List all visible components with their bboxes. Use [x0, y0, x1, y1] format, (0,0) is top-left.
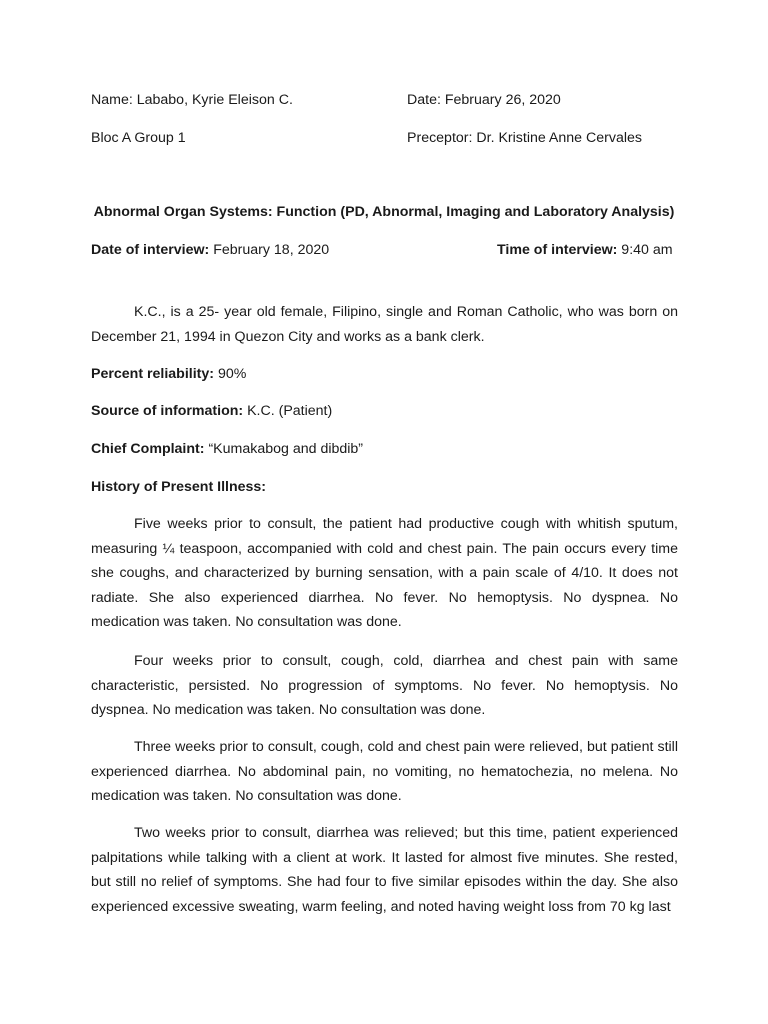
- hpi-paragraph: Three weeks prior to consult, cough, cold and chest pain were relieved, but patient still experienced diarrhea. No abdominal pain, no vomiting, no hematochezia, no melena. No medication was taken. No consultation was done.: [91, 739, 678, 805]
- complaint-label: Chief Complaint:: [91, 441, 205, 457]
- header-row-1: [91, 92, 691, 108]
- hpi-paragraph-4-block: [91, 821, 678, 919]
- interview-date-value: February 18, 2020: [209, 242, 330, 258]
- reliability-value: 90%: [214, 366, 247, 382]
- reliability-label: Percent reliability:: [91, 366, 215, 382]
- preceptor-label: Preceptor: Dr. Kristine Anne Cervales: [407, 130, 642, 146]
- interview-time-label: Time of interview:: [497, 242, 618, 258]
- source-field: [91, 403, 332, 419]
- complaint-field: [91, 441, 363, 457]
- interview-date: [91, 242, 329, 258]
- source-label: Source of information:: [91, 403, 244, 419]
- document-title: Abnormal Organ Systems: Function (PD, Abnormal, Imaging and Laboratory Analysis): [93, 204, 675, 220]
- source-value: K.C. (Patient): [243, 403, 333, 419]
- hpi-label: History of Present Illness:: [91, 479, 267, 495]
- hpi-paragraph: Five weeks prior to consult, the patient had productive cough with whitish sputum, measuring ¼ teaspoon, accompanied with cold and chest pain. The pain occurs every time she coughs, and characterized by burning sensation, with a pain scale of 4/10. It does not radiate. She also experienced diarrhea. No fever. No hemoptysis. No dyspnea. No medication was taken. No consultation was done.: [91, 516, 678, 631]
- reliability-field: [91, 366, 246, 382]
- interview-info: [91, 242, 691, 258]
- interview-date-label: Date of interview:: [91, 242, 210, 258]
- report-date: Date: February 26, 2020: [407, 92, 561, 108]
- hpi-paragraph: Two weeks prior to consult, diarrhea was relieved; but this time, patient experienced palpitations while talking with a client at work. It lasted for almost five minutes. She rested, but still no relief of symptoms. She had four to five similar episodes within the day. She also experienced excessive sweating, warm feeling, and noted having weight loss from 70 kg last: [91, 825, 678, 915]
- hpi-paragraph-2-block: [91, 649, 678, 723]
- group-label: Bloc A Group 1: [91, 130, 186, 146]
- hpi-paragraph-1-block: [91, 512, 678, 635]
- hpi-paragraph: Four weeks prior to consult, cough, cold, diarrhea and chest pain with same characteristic, persisted. No progression of symptoms. No fever. No hemoptysis. No dyspnea. No medication was taken. No consultation was done.: [91, 653, 678, 719]
- interview-time-value: 9:40 am: [617, 242, 673, 258]
- hpi-heading: [91, 479, 266, 495]
- intro-block: [91, 300, 678, 349]
- hpi-paragraph-3-block: [91, 735, 678, 809]
- interview-time: [497, 242, 673, 258]
- header-row-2: [91, 130, 691, 146]
- intro-paragraph: K.C., is a 25- year old female, Filipino, single and Roman Catholic, who was born on December 21, 1994 in Quezon City and works as a bank clerk.: [91, 304, 678, 345]
- student-name: Name: Lababo, Kyrie Eleison C.: [91, 92, 293, 108]
- complaint-value: “Kumakabog and dibdib”: [204, 441, 364, 457]
